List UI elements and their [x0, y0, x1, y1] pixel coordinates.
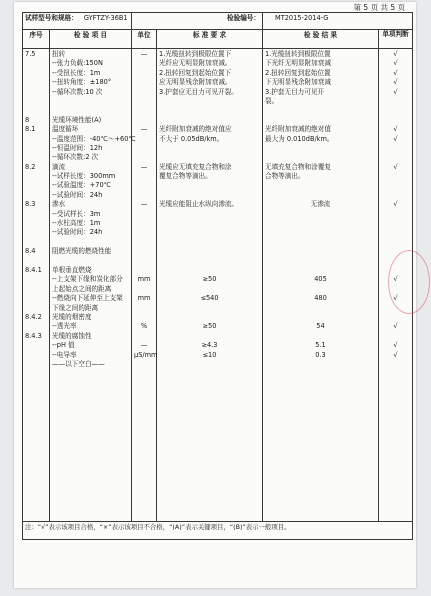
table-cell-req — [159, 219, 260, 228]
table-cell-no: 8 — [25, 115, 30, 124]
table-cell-v — [381, 313, 410, 322]
table-cell-req: ≥4.3 — [201, 341, 218, 350]
table-cell-no — [25, 153, 47, 162]
table-cell-unit: % — [140, 322, 148, 331]
table-cell-item: --试样长度：300mm — [52, 172, 116, 181]
table-cell-result: 2.扭转回复到起始位置 — [265, 68, 331, 77]
table-cell-unit — [134, 59, 154, 68]
table-cell-no — [25, 210, 47, 219]
table-cell-no — [25, 88, 47, 97]
table-cell-req: 3.护套应无目力可见开裂。 — [159, 87, 238, 96]
table-cell-item: --受试样长：3m — [52, 209, 101, 218]
table-cell-item: --水柱高度：1m — [52, 219, 101, 228]
col-unit: 单位 — [132, 30, 157, 49]
table-cell-no — [25, 181, 47, 190]
report-number-label: 检验编号： — [227, 14, 260, 22]
table-cell-result — [265, 116, 376, 125]
table-cell-unit — [134, 332, 154, 341]
table-cell-unit — [134, 285, 154, 294]
table-cell-result — [265, 332, 376, 341]
table-cell-req: ≥50 — [202, 322, 217, 331]
table-cell-v: √ — [393, 162, 398, 171]
table-cell-req — [159, 228, 260, 237]
table-cell-unit — [134, 181, 154, 190]
col-requirement: 标 准 要 求 — [157, 30, 263, 49]
table-cell-req: 光纤应无明显附加衰减。 — [159, 59, 232, 68]
table-cell-no — [25, 322, 47, 331]
table-cell-req — [159, 285, 260, 294]
table-cell-req — [159, 257, 260, 266]
table-cell-unit — [134, 153, 154, 162]
table-cell-no: 8.3 — [25, 200, 36, 209]
table-cell-result: 合物等滴出。 — [265, 172, 305, 181]
table-cell-no: 8.4.1 — [25, 265, 42, 274]
table-cell-v: √ — [393, 275, 398, 284]
col-verdict: 单项判断 — [379, 30, 413, 49]
table-cell-req: ≤10 — [202, 350, 217, 359]
table-cell-req — [159, 153, 260, 162]
table-cell-req — [159, 247, 260, 256]
table-cell-unit: — — [140, 341, 148, 350]
table-cell-req — [159, 304, 260, 313]
col-result: 检 验 结 果 — [263, 30, 379, 49]
table-cell-v: √ — [393, 50, 398, 58]
table-cell-v: √ — [393, 134, 398, 143]
table-cell-item: --试验温度：+70℃ — [52, 181, 112, 190]
table-cell-v: √ — [393, 200, 398, 209]
table-cell-v — [381, 106, 410, 115]
table-cell-req — [159, 210, 260, 219]
table-cell-result: 无填充复合物和涂覆复 — [265, 162, 331, 171]
table-cell-item: --pH 值 — [52, 341, 75, 350]
table-cell-item — [52, 97, 129, 106]
table-cell-no — [25, 238, 47, 247]
table-cell-req: ≥50 — [202, 275, 217, 284]
table-cell-v — [381, 153, 410, 162]
table-cell-item: --上支架下缘和炭化部分 — [52, 275, 123, 284]
table-cell-unit — [134, 135, 154, 144]
table-cell-v: √ — [393, 78, 398, 87]
table-cell-no — [25, 59, 47, 68]
table-cell-result: 480 — [314, 294, 327, 303]
table-cell-result — [265, 304, 376, 313]
table-cell-item — [52, 238, 129, 247]
table-cell-unit: — — [140, 125, 148, 134]
table-cell-result: 1.光缆扭转到极限位置 — [265, 50, 331, 58]
table-cell-v — [381, 181, 410, 190]
inspection-table — [22, 12, 413, 540]
table-cell-v — [381, 116, 410, 125]
table-cell-result: 最大为 0.010dB/km。 — [265, 134, 334, 143]
table-cell-item: 扭转 — [52, 50, 66, 58]
table-cell-unit — [134, 69, 154, 78]
table-cell-result — [265, 257, 376, 266]
table-cell-item: 下缘之间的距离 — [52, 303, 99, 312]
table-cell-v: √ — [393, 294, 398, 303]
report-number-cell — [263, 13, 413, 30]
table-cell-req — [159, 116, 260, 125]
table-cell-req: 覆复合物等滴出。 — [159, 172, 212, 181]
table-cell-no — [25, 97, 47, 106]
table-cell-unit — [134, 210, 154, 219]
table-cell-req: 不大于 0.05dB/km。 — [159, 134, 224, 143]
table-cell-item: 光缆的烟密度 — [52, 312, 92, 321]
table-cell-result: 0.3 — [315, 350, 326, 359]
table-cell-unit — [134, 78, 154, 87]
table-cell-no — [25, 275, 47, 284]
table-cell-unit — [134, 144, 154, 153]
table-cell-unit — [134, 313, 154, 322]
table-cell-no — [25, 304, 47, 313]
table-cell-req — [159, 266, 260, 275]
no-column — [23, 49, 50, 522]
table-cell-unit — [134, 88, 154, 97]
table-cell-unit — [134, 304, 154, 313]
table-cell-no — [25, 360, 47, 369]
table-cell-unit — [134, 247, 154, 256]
table-cell-no — [25, 144, 47, 153]
table-cell-item: 阻燃光缆的燃烧性能 — [52, 247, 112, 256]
table-cell-item: 滴流 — [52, 162, 66, 171]
table-cell-unit — [134, 360, 154, 369]
table-cell-result — [265, 106, 376, 115]
table-cell-result: 54 — [316, 322, 325, 331]
table-cell-no — [25, 69, 47, 78]
table-cell-unit — [134, 266, 154, 275]
report-number-value: MT2015-2014-G — [275, 14, 329, 22]
table-cell-item: --透光率 — [52, 322, 77, 331]
table-cell-unit — [134, 116, 154, 125]
table-cell-no — [25, 351, 47, 360]
table-cell-no — [25, 228, 47, 237]
table-cell-no: 8.4 — [25, 247, 36, 256]
table-cell-v: √ — [393, 322, 398, 331]
table-cell-unit: — — [140, 200, 148, 209]
table-cell-req: 光缆应能阻止水纵向渗流。 — [159, 200, 239, 209]
table-cell-result — [265, 219, 376, 228]
table-cell-item: --燃烧向下延伸至上支架 — [52, 294, 123, 303]
table-cell-item: 上起始点之间的距离 — [52, 284, 112, 293]
table-cell-result: 下无明显残余附加衰减 — [265, 78, 331, 87]
table-cell-result — [265, 247, 376, 256]
table-cell-no — [25, 285, 47, 294]
model-value: GYFTZY-36B1 — [83, 14, 128, 22]
report-number-label-cell — [132, 13, 263, 30]
table-cell-unit — [134, 219, 154, 228]
requirement-column — [157, 49, 263, 522]
table-cell-no — [25, 191, 47, 200]
table-cell-result: 405 — [314, 275, 327, 284]
table-cell-no — [25, 219, 47, 228]
table-cell-result: 3.护套无目力可见开 — [265, 87, 325, 96]
table-cell-unit: — — [140, 162, 148, 171]
table-cell-item: --试验时间：24h — [52, 228, 103, 237]
table-cell-result — [265, 266, 376, 275]
unit-column — [132, 49, 157, 522]
table-cell-no — [25, 341, 47, 350]
table-cell-req: 2.扭转回复到起始位置下 — [159, 68, 232, 77]
table-cell-unit — [134, 228, 154, 237]
table-cell-v: √ — [393, 125, 398, 134]
table-cell-result — [265, 191, 376, 200]
table-cell-v — [381, 172, 410, 181]
table-cell-v — [381, 144, 410, 153]
table-cell-unit: mm — [137, 275, 151, 284]
model-label: 试样型号和规格： — [25, 14, 78, 22]
table-cell-item — [52, 106, 129, 115]
table-cell-v — [381, 191, 410, 200]
table-cell-v — [381, 228, 410, 237]
table-cell-no — [25, 135, 47, 144]
model-cell — [23, 13, 132, 30]
table-cell-v: √ — [393, 350, 398, 359]
item-column — [50, 49, 136, 522]
table-cell-result — [265, 238, 376, 247]
table-cell-item: --张力负载:150N — [52, 59, 103, 68]
table-cell-result — [265, 153, 376, 162]
table-cell-req: 1.光缆扭转到极限位置下 — [159, 50, 232, 58]
table-cell-req: 应无明显残余附加衰减。 — [159, 78, 232, 87]
table-cell-result: 裂。 — [265, 96, 279, 105]
table-cell-item: --循环次数:2 次 — [52, 153, 99, 162]
table-cell-result — [265, 228, 376, 237]
table-cell-result — [265, 360, 376, 369]
table-cell-result — [265, 285, 376, 294]
table-cell-req — [159, 313, 260, 322]
table-cell-item: 光缆环境性能(A) — [52, 115, 102, 124]
col-no: 序号 — [23, 30, 50, 49]
table-cell-unit — [134, 257, 154, 266]
table-cell-req — [159, 181, 260, 190]
table-cell-v — [381, 360, 410, 369]
col-item: 检 验 项 目 — [50, 30, 132, 49]
table-cell-no — [25, 172, 47, 181]
table-cell-v — [381, 332, 410, 341]
table-cell-result: 下光纤无明显附加衰减 — [265, 59, 331, 68]
column-header-row — [23, 30, 413, 49]
table-cell-result: 光纤附加衰减的绝对值 — [265, 125, 331, 134]
table-cell-req: 光纤附加衰减的绝对值应 — [159, 125, 232, 134]
table-cell-no — [25, 106, 47, 115]
page-number: 第 5 页 共 5 页 — [353, 3, 405, 12]
table-body-row — [23, 49, 413, 522]
table-cell-result: 5.1 — [315, 341, 326, 350]
table-cell-v: √ — [393, 341, 398, 350]
table-cell-unit: — — [140, 50, 148, 58]
table-cell-req: 光缆应无填充复合物和涂 — [159, 162, 232, 171]
table-cell-no — [25, 78, 47, 87]
table-cell-v — [381, 238, 410, 247]
table-cell-item: ——以下空白—— — [52, 359, 105, 368]
table-cell-unit — [134, 172, 154, 181]
table-cell-item: --循环次数:10 次 — [52, 87, 103, 96]
table-cell-item: 光缆的腐蚀性 — [52, 331, 92, 340]
table-cell-unit — [134, 191, 154, 200]
table-cell-result — [265, 210, 376, 219]
table-cell-unit — [134, 238, 154, 247]
table-cell-result — [265, 313, 376, 322]
table-cell-unit: μS/mm — [134, 350, 158, 359]
result-column — [263, 49, 379, 522]
table-cell-unit: mm — [137, 294, 151, 303]
table-cell-v — [381, 219, 410, 228]
table-cell-req — [159, 332, 260, 341]
table-cell-v: √ — [393, 59, 398, 68]
table-cell-item: --电导率 — [52, 350, 77, 359]
table-cell-req — [159, 106, 260, 115]
table-cell-no: 8.2 — [25, 162, 36, 171]
table-cell-req — [159, 191, 260, 200]
table-cell-item: 单根垂直燃烧 — [52, 265, 92, 274]
table-cell-item: --受扭长度：1m — [52, 68, 101, 77]
table-cell-item: 温度循环 — [52, 125, 79, 134]
table-cell-result — [265, 181, 376, 190]
table-cell-no: 8.4.2 — [25, 312, 42, 321]
table-cell-v: √ — [393, 87, 398, 96]
table-cell-unit — [134, 106, 154, 115]
table-cell-req — [159, 360, 260, 369]
inspection-stamp — [388, 250, 430, 314]
table-cell-v — [381, 97, 410, 106]
table-cell-unit — [134, 97, 154, 106]
table-cell-no: 7.5 — [25, 50, 36, 58]
table-cell-v — [381, 210, 410, 219]
table-cell-req: ≤540 — [200, 294, 219, 303]
table-cell-item: --试验时间：24h — [52, 190, 103, 199]
table-cell-req — [159, 144, 260, 153]
table-cell-result — [265, 144, 376, 153]
table-cell-item: --扭转角度：±180° — [52, 78, 112, 87]
table-cell-no — [25, 294, 47, 303]
table-cell-req — [159, 238, 260, 247]
table-cell-item: --温度范围：-40℃～+60℃ — [52, 134, 136, 143]
table-cell-result: 无渗流 — [310, 200, 331, 209]
table-cell-no — [25, 257, 47, 266]
table-cell-v: √ — [393, 68, 398, 77]
table-cell-no: 8.1 — [25, 125, 36, 134]
table-cell-item: 渗水 — [52, 200, 66, 209]
footnote: 注：“√”表示该项目合格，“×”表示该项目不合格，“(A)”表示关键项目，“(B)”表示一般项目。 — [23, 522, 413, 540]
table-cell-item: --恒温时间：12h — [52, 143, 103, 152]
table-cell-req — [159, 97, 260, 106]
table-cell-item — [52, 257, 129, 266]
table-cell-no: 8.4.3 — [25, 331, 42, 340]
